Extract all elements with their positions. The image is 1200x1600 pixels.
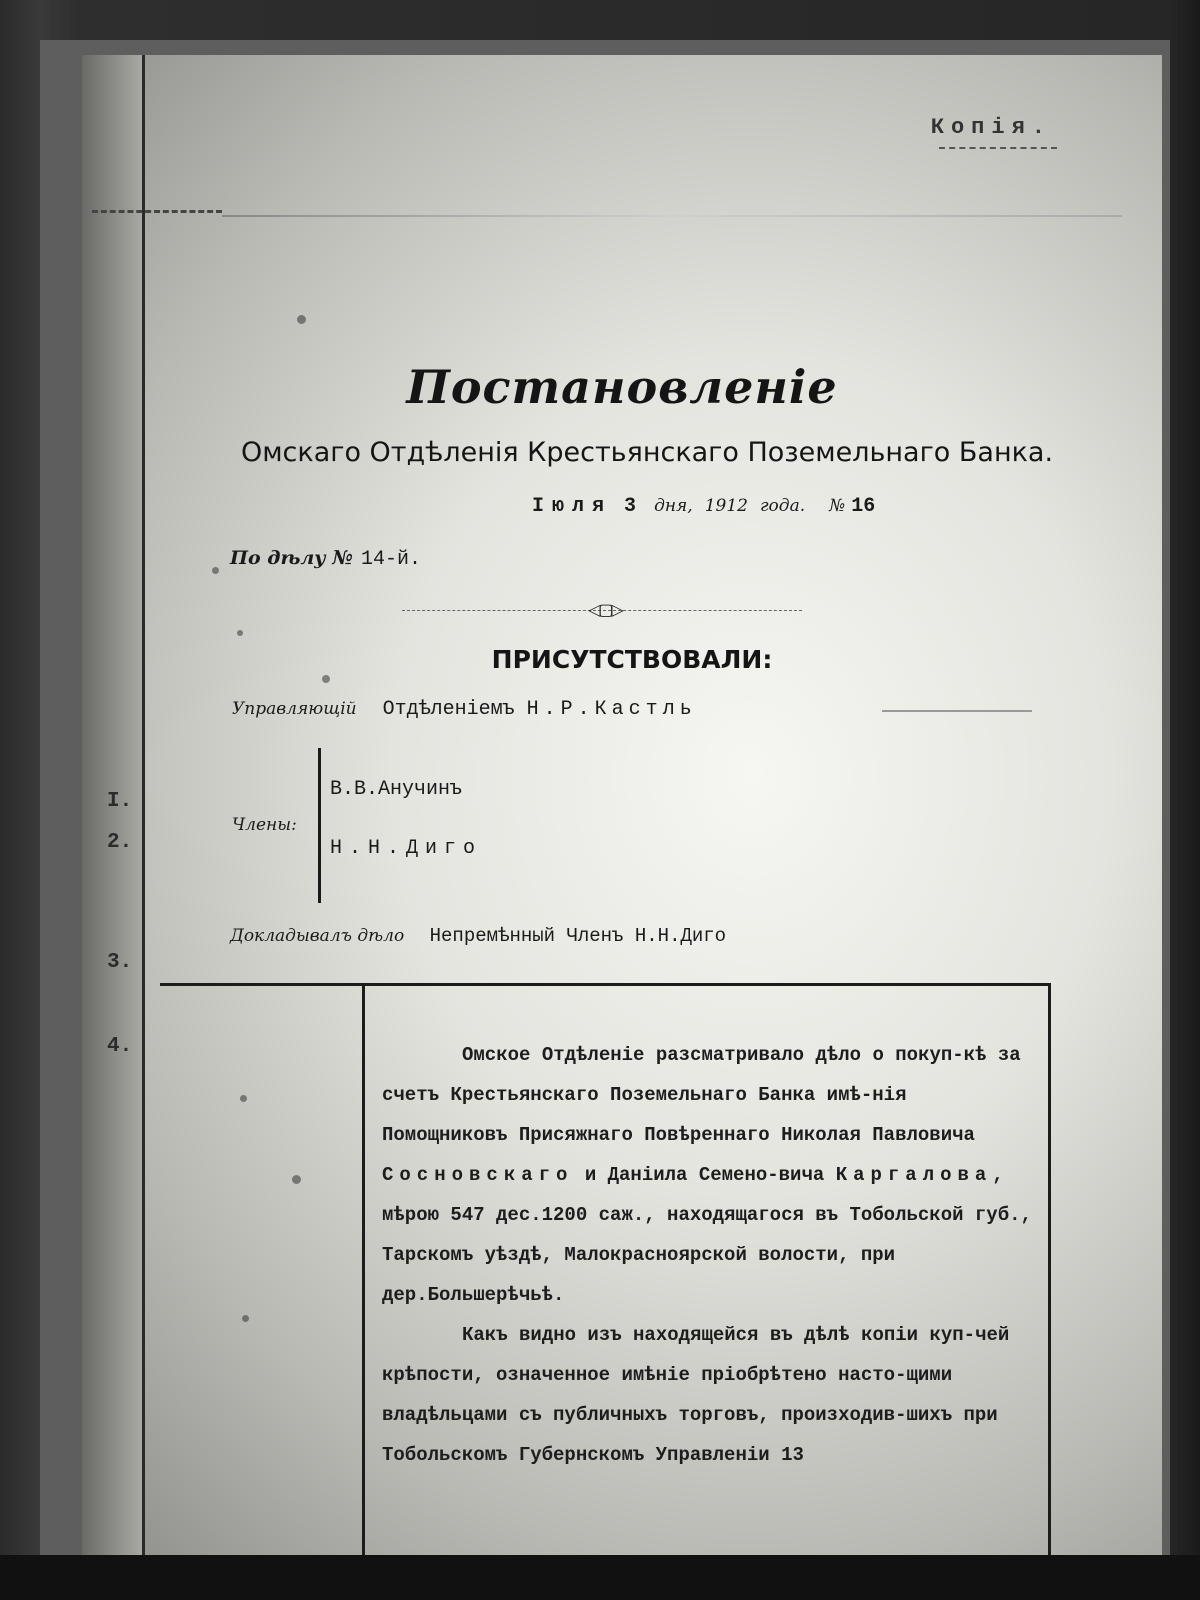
date-day-word: дня,: [654, 496, 693, 516]
document-page: [82, 55, 1162, 1555]
member-name-2: Н.Н.Диго: [330, 837, 483, 860]
reporter-label: Докладывалъ дѣло: [230, 926, 405, 946]
ink-stain: [242, 1315, 249, 1322]
copy-mark: Копія.: [930, 115, 1052, 140]
ornament-icon: ◁▢▷: [588, 600, 622, 619]
date-number-label: №: [829, 496, 846, 516]
ink-stain: [212, 567, 219, 574]
document-subtitle: Омскаго Отдѣленія Крестьянскаго Поземельнаго Банка.: [240, 437, 1054, 468]
case-number: 14-й.: [360, 548, 421, 571]
copy-mark-underline: [939, 147, 1057, 149]
case-label: По дѣлу №: [230, 547, 353, 569]
member-name-1: В.В.Анучинъ: [330, 778, 463, 801]
manager-trailing-rule: [882, 710, 1032, 712]
document-title: Постановленіе: [406, 360, 838, 414]
body-text: [382, 1035, 1042, 1475]
page-left-rule: [142, 55, 145, 1555]
ink-stain: [322, 675, 330, 683]
photo-bottom-edge: [0, 1555, 1200, 1600]
ink-stain: [292, 1175, 301, 1184]
reporter-text: Непремѣнный Членъ Н.Н.Диго: [429, 925, 727, 947]
members-bracket: [318, 748, 321, 903]
body-p1-name1: Сосновскаго: [382, 1164, 574, 1186]
ink-stain: [237, 630, 243, 636]
date-year-word: года.: [759, 496, 806, 516]
manager-name: Н.Р.Кастль: [526, 698, 697, 721]
margin-number-3: 3.: [107, 951, 133, 974]
top-left-dashes: [92, 210, 222, 213]
margin-number-4: 4.: [107, 1035, 133, 1058]
body-p1-part1: Омское Отдѣленіе разсматривало дѣло о покуп-кѣ за счетъ Крестьянскаго Поземельнаго Банка имѣ-нія Помощниковъ Присяжнаго Повѣреннаго Николая Павловича: [382, 1044, 1021, 1146]
margin-number-2: 2.: [107, 831, 133, 854]
date-day: 3: [624, 495, 637, 518]
manager-line: [232, 698, 697, 721]
date-year: 1912: [704, 496, 748, 516]
manager-label: Управляющій: [232, 699, 357, 719]
ink-stain: [297, 315, 306, 324]
present-heading: ПРИСУТСТВОВАЛИ:: [491, 645, 773, 674]
date-line: [532, 495, 875, 518]
date-month: Іюля: [532, 495, 613, 518]
manager-text: Отдѣленіемъ: [382, 698, 515, 721]
body-p1-name2: Каргалова,: [835, 1164, 1010, 1186]
members-label: Члены:: [232, 815, 297, 835]
case-line: [230, 547, 421, 571]
body-p1-part3: мѣрою 547 дес.1200 саж., находящагося въ Тобольской губ., Тарскомъ уѣздѣ, Малокрасноярской волости, при дер.Большерѣчьѣ.: [382, 1204, 1032, 1306]
date-number: 16: [851, 495, 876, 518]
margin-number-1: I.: [107, 790, 133, 813]
body-paragraph-1: [382, 1035, 1042, 1315]
body-p1-part2: и Даніила Семено-вича: [584, 1164, 825, 1186]
top-rule: [222, 215, 1122, 217]
ink-stain: [240, 1095, 247, 1102]
body-table-divider: [362, 983, 365, 1555]
reporter-line: [230, 925, 726, 947]
body-paragraph-2: Какъ видно изъ находящейся въ дѣлѣ копіи куп-чей крѣпости, означенное имѣніе пріобрѣтено насто-щими владѣльцами съ публичныхъ торговъ, произходив-шихъ при Тобольскомъ Губернскомъ Управленіи 13: [382, 1324, 1010, 1466]
